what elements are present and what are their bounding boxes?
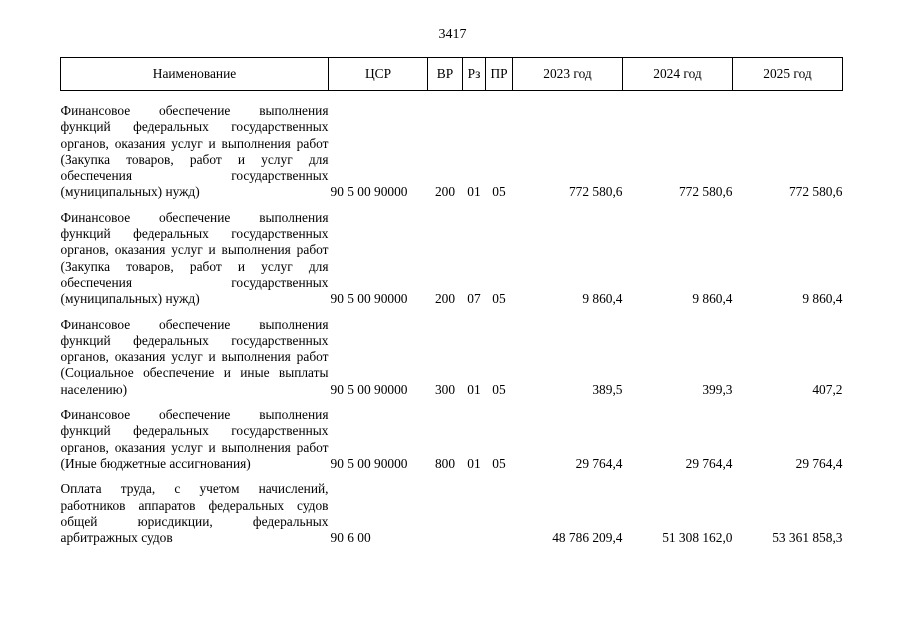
row-2023: 772 580,6 xyxy=(568,184,623,200)
row-2023: 29 764,4 xyxy=(575,455,623,471)
row-rz: 07 xyxy=(467,291,481,307)
row-2024: 772 580,6 xyxy=(678,184,733,200)
header-vr: ВР xyxy=(428,58,463,91)
header-csr: ЦСР xyxy=(329,58,428,91)
row-2024: 29 764,4 xyxy=(685,455,733,471)
table-row xyxy=(61,472,843,546)
row-csr: 90 5 00 90000 xyxy=(330,291,408,307)
table-header-row xyxy=(61,58,843,91)
row-csr: 90 5 00 90000 xyxy=(330,381,408,397)
row-name: Оплата труда, с учетом начислений, работников аппаратов федеральных судов общей юрисдикции, федеральных арбитражных судов xyxy=(60,481,329,546)
row-2025: 772 580,6 xyxy=(788,184,843,200)
row-rz: 01 xyxy=(467,184,481,200)
row-vr: 200 xyxy=(434,184,456,200)
row-name: Финансовое обеспечение выполнения функций федеральных государственных органов, оказания услуг и выполнения работ (Социальное обеспечение и иные выплаты населению) xyxy=(60,316,329,397)
budget-table xyxy=(60,57,843,546)
table-row xyxy=(61,201,843,308)
row-pr xyxy=(486,472,513,546)
header-2025: 2025 год xyxy=(733,58,843,91)
row-csr: 90 5 00 90000 xyxy=(330,455,408,471)
header-name: Наименование xyxy=(61,58,329,91)
row-2023: 48 786 209,4 xyxy=(552,530,623,546)
row-2024: 9 860,4 xyxy=(692,291,733,307)
row-pr: 05 xyxy=(492,455,506,471)
row-pr: 05 xyxy=(492,381,506,397)
table-row xyxy=(61,91,843,201)
row-2025: 29 764,4 xyxy=(795,455,843,471)
header-pr: ПР xyxy=(486,58,513,91)
header-2023: 2023 год xyxy=(513,58,623,91)
row-2024: 399,3 xyxy=(702,381,733,397)
row-2024: 51 308 162,0 xyxy=(662,530,733,546)
row-vr xyxy=(428,472,463,546)
row-2025: 53 361 858,3 xyxy=(772,530,843,546)
row-2023: 389,5 xyxy=(592,381,623,397)
row-2025: 9 860,4 xyxy=(802,291,843,307)
row-2023: 9 860,4 xyxy=(582,291,623,307)
table-row xyxy=(61,398,843,472)
row-pr: 05 xyxy=(492,291,506,307)
header-rz: Рз xyxy=(463,58,486,91)
row-pr: 05 xyxy=(492,184,506,200)
row-vr: 200 xyxy=(434,291,456,307)
row-name: Финансовое обеспечение выполнения функций федеральных государственных органов, оказания услуг и выполнения работ (Иные бюджетные ассигнования) xyxy=(60,407,329,471)
row-csr: 90 6 00 xyxy=(330,530,371,546)
row-name: Финансовое обеспечение выполнения функций федеральных государственных органов, оказания услуг и выполнения работ (Закупка товаров, работ и услуг для обеспечения государственных (муниципальных) нужд) xyxy=(60,103,329,200)
row-csr: 90 5 00 90000 xyxy=(330,184,408,200)
header-2024: 2024 год xyxy=(623,58,733,91)
row-vr: 800 xyxy=(434,455,456,471)
page-number: 3417 xyxy=(438,27,467,42)
table-row xyxy=(61,308,843,398)
row-2025: 407,2 xyxy=(812,381,843,397)
row-name: Финансовое обеспечение выполнения функций федеральных государственных органов, оказания услуг и выполнения работ (Закупка товаров, работ и услуг для обеспечения государственных (муниципальных) нужд) xyxy=(60,209,329,307)
row-rz: 01 xyxy=(467,381,481,397)
row-rz xyxy=(463,472,486,546)
row-rz: 01 xyxy=(467,455,481,471)
row-vr: 300 xyxy=(434,381,456,397)
